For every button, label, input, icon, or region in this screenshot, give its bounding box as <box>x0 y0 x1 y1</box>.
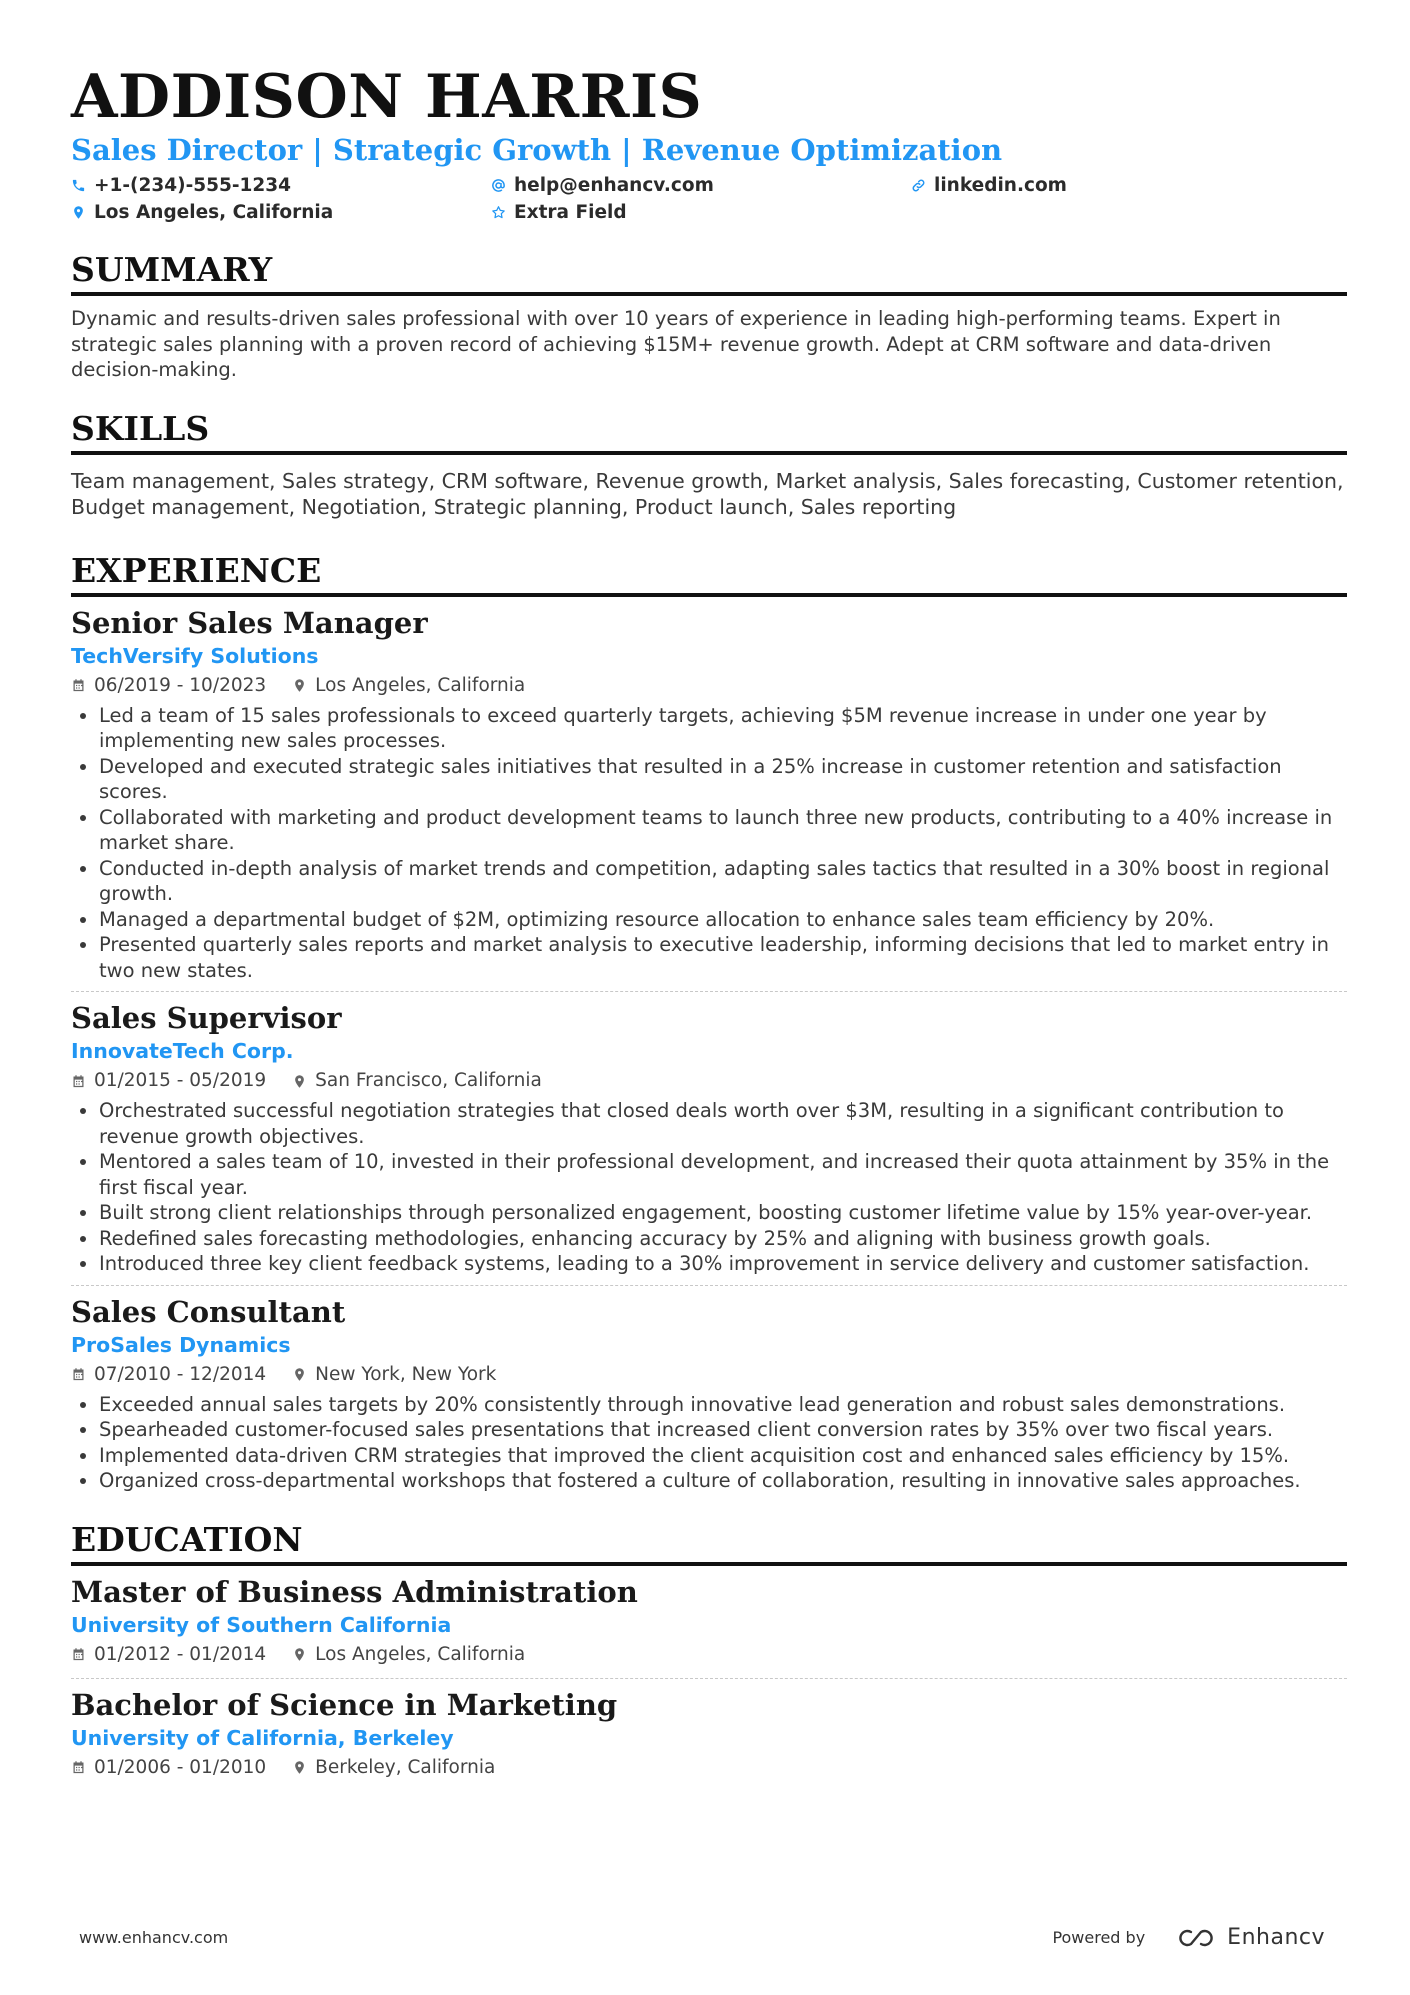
bullet-item: • Collaborated with marketing and product development teams to launch three new products, contributing to a 40% increase in market share. <box>99 805 1347 856</box>
bullet-item: • Introduced three key client feedback systems, leading to a 30% improvement in service delivery and customer satisfaction. <box>99 1251 1347 1277</box>
bullet-item: • Managed a departmental budget of $2M, optimizing resource allocation to enhance sales team efficiency by 20%. <box>99 907 1347 933</box>
education-meta <box>71 1753 1347 1783</box>
job-location <box>292 1360 496 1390</box>
footer-url[interactable]: www.enhancv.com <box>79 1928 229 1947</box>
bullet-item: • Developed and executed strategic sales initiatives that resulted in a 25% increase in customer retention and satisfaction scores. <box>99 754 1347 805</box>
bullet-item: • Built strong client relationships through personalized engagement, boosting customer lifetime value by 15% year-over-year. <box>99 1200 1347 1226</box>
powered-by <box>1052 1925 1325 1950</box>
experience-entry <box>71 1286 1347 1502</box>
extra-text: Extra Field <box>514 202 627 223</box>
location-pin-icon <box>292 1760 307 1775</box>
page-footer <box>79 1925 1325 1950</box>
contact-phone[interactable] <box>71 174 491 197</box>
education-location <box>292 1640 525 1670</box>
contact-extra <box>491 201 911 224</box>
education-dates: 01/2012 - 01/2014 <box>94 1643 267 1665</box>
bullet-item: • Exceeded annual sales targets by 20% consistently through innovative lead generation and robust sales demonstrations. <box>99 1392 1347 1418</box>
job-dates: 01/2015 - 05/2019 <box>94 1070 267 1091</box>
calendar-icon <box>71 1760 86 1775</box>
bullet-item: • Redefined sales forecasting methodologies, enhancing accuracy by 25% and aligning with business growth goals. <box>99 1226 1347 1252</box>
experience-section <box>71 551 1347 1502</box>
contact-email[interactable] <box>491 174 911 197</box>
location-pin-icon <box>292 678 307 693</box>
education-location-text: Berkeley, California <box>315 1756 496 1778</box>
job-location-text: New York, New York <box>315 1363 497 1385</box>
candidate-title: Sales Director | Strategic Growth | Revenue Optimization <box>71 133 1003 167</box>
location-pin-icon <box>292 1367 307 1382</box>
job-dates: 06/2019 - 10/2023 <box>94 674 267 696</box>
education-entry <box>71 1679 1347 1791</box>
brand-text: Enhancv <box>1227 1925 1325 1950</box>
enhancv-logo-icon <box>1171 1926 1217 1950</box>
education-section <box>71 1520 1347 1791</box>
candidate-name: ADDISON HARRIS <box>71 62 703 132</box>
contact-website[interactable] <box>911 174 1211 197</box>
bullet-item: • Spearheaded customer-focused sales presentations that increased client conversion rates by 35% over two fiscal years. <box>99 1417 1347 1443</box>
calendar-icon <box>71 1367 86 1382</box>
calendar-icon <box>71 678 86 693</box>
summary-text: Dynamic and results-driven sales professional with over 10 years of experience in leading high-performing teams. Expert in strategic sales planning with a proven record of achieving $15M+ revenue growth. Adept at CRM software and data-driven decision-making. <box>71 307 1281 381</box>
education-location-text: Los Angeles, California <box>315 1643 526 1665</box>
job-meta <box>71 1066 1347 1096</box>
job-meta <box>71 671 1347 701</box>
summary-heading: SUMMARY <box>71 250 1347 296</box>
bullet-item: • Presented quarterly sales reports and market analysis to executive leadership, informing decisions that led to market entry in two new states. <box>99 932 1347 983</box>
job-location <box>292 671 525 701</box>
experience-heading: EXPERIENCE <box>71 551 1347 597</box>
star-icon <box>491 205 506 220</box>
job-location-text: San Francisco, California <box>315 1070 542 1091</box>
job-meta <box>71 1360 1347 1390</box>
bullet-item: • Led a team of 15 sales professionals to exceed quarterly targets, achieving $5M revenue increase in under one year by implementing new sales processes. <box>99 703 1347 754</box>
email-text: help@enhancv.com <box>514 175 714 196</box>
powered-by-text: Powered by <box>1052 1928 1146 1947</box>
skills-text: Team management, Sales strategy, CRM software, Revenue growth, Market analysis, Sales forecasting, Customer retention, Budget management, Negotiation, Strategic planning, Product launch, Sales reporting <box>71 468 1344 519</box>
job-title: Sales Consultant <box>71 1294 346 1329</box>
education-location <box>292 1753 495 1783</box>
school-name: University of California, Berkeley <box>71 1725 454 1750</box>
contact-info <box>71 174 1347 224</box>
job-dates: 07/2010 - 12/2014 <box>94 1363 267 1385</box>
company-name: TechVersify Solutions <box>71 643 319 668</box>
bullet-item: • Mentored a sales team of 10, invested in their professional development, and increased their quota attainment by 35% in the first fiscal year. <box>99 1149 1347 1200</box>
location-pin-icon <box>71 205 86 220</box>
company-name: ProSales Dynamics <box>71 1332 291 1357</box>
at-icon <box>491 178 506 193</box>
skills-section <box>71 409 1347 521</box>
contact-location <box>71 201 491 224</box>
bullet-item: • Orchestrated successful negotiation strategies that closed deals worth over $3M, resulting in a significant contribution to revenue growth objectives. <box>99 1098 1347 1149</box>
degree-title: Master of Business Administration <box>71 1574 638 1609</box>
job-location-text: Los Angeles, California <box>315 674 526 696</box>
calendar-icon <box>71 1074 86 1089</box>
location-pin-icon <box>292 1074 307 1089</box>
location-pin-icon <box>292 1647 307 1662</box>
job-bullets <box>71 703 1347 984</box>
job-bullets <box>71 1392 1347 1494</box>
phone-icon <box>71 178 86 193</box>
job-title: Senior Sales Manager <box>71 605 428 640</box>
education-heading: EDUCATION <box>71 1520 1347 1566</box>
job-bullets <box>71 1098 1347 1277</box>
education-meta <box>71 1640 1347 1670</box>
experience-entry <box>71 992 1347 1286</box>
education-dates: 01/2006 - 01/2010 <box>94 1756 267 1778</box>
company-name: InnovateTech Corp. <box>71 1039 294 1063</box>
degree-title: Bachelor of Science in Marketing <box>71 1687 618 1722</box>
job-location <box>292 1066 542 1096</box>
phone-text: +1-(234)-555-1234 <box>94 175 292 196</box>
school-name: University of Southern California <box>71 1612 452 1637</box>
summary-section <box>71 250 1347 383</box>
skills-heading: SKILLS <box>71 409 1347 455</box>
calendar-icon <box>71 1647 86 1662</box>
education-entry <box>71 1566 1347 1679</box>
enhancv-brand[interactable] <box>1171 1925 1325 1950</box>
job-title: Sales Supervisor <box>71 1001 342 1035</box>
bullet-item: • Organized cross-departmental workshops that fostered a culture of collaboration, resulting in innovative sales approaches. <box>99 1468 1347 1494</box>
bullet-item: • Implemented data-driven CRM strategies that improved the client acquisition cost and enhanced sales efficiency by 15%. <box>99 1443 1347 1469</box>
website-text: linkedin.com <box>934 175 1067 196</box>
location-text: Los Angeles, California <box>94 202 334 223</box>
link-icon <box>911 178 926 193</box>
experience-entry <box>71 597 1347 993</box>
bullet-item: • Conducted in-depth analysis of market trends and competition, adapting sales tactics that resulted in a 30% boost in regional growth. <box>99 856 1347 907</box>
